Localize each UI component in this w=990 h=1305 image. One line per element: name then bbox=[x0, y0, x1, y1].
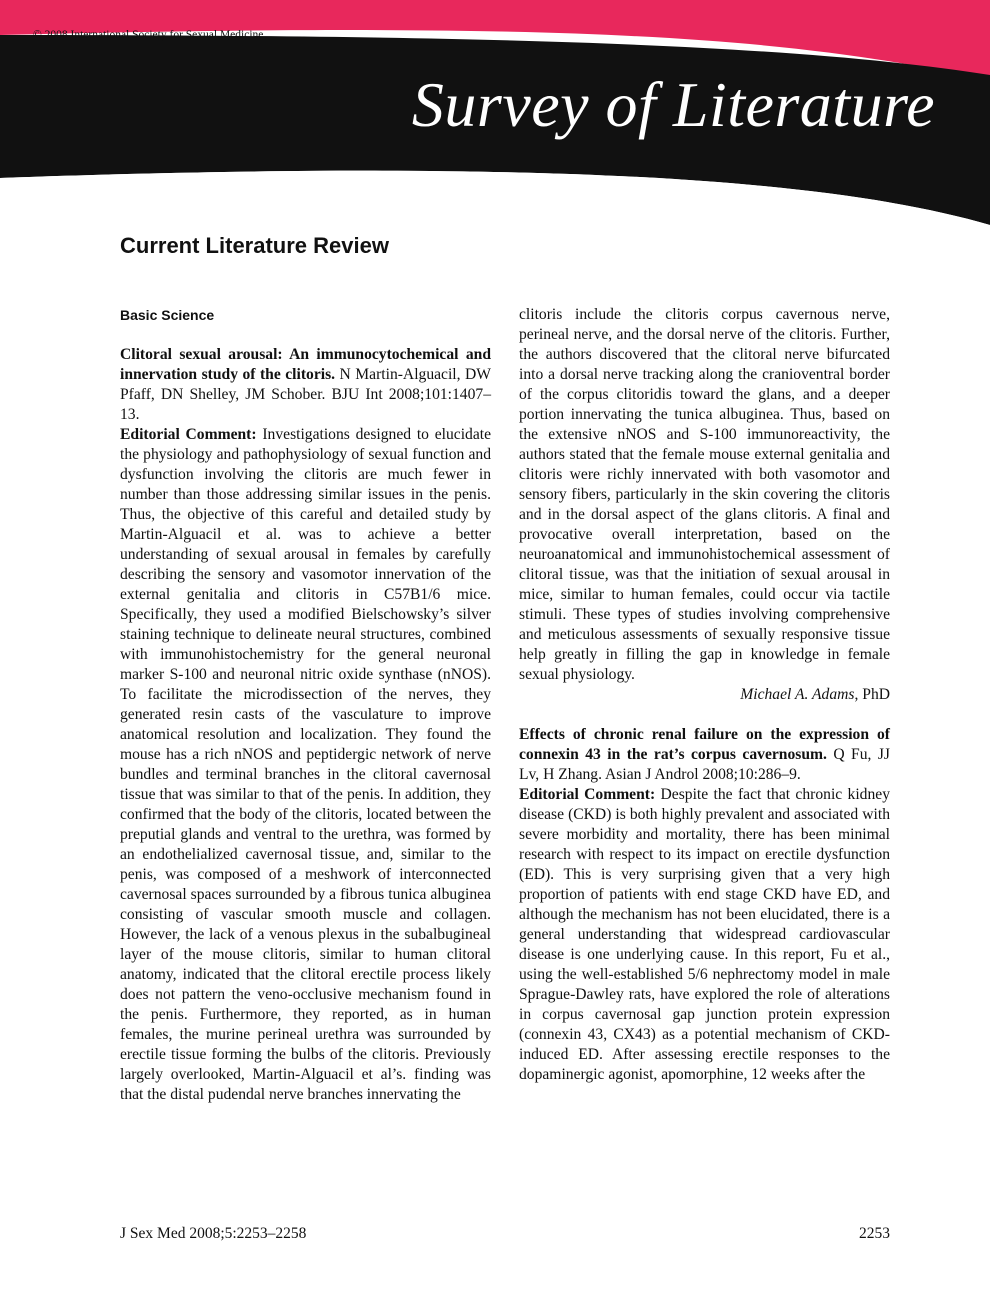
article-1-comment-continued: clitoris include the clitoris corpus cavernous nerve, perineal nerve, and the dorsal nerve of the clitoris. Further, the authors discovered that the clitoral nerve bifurcated into a dorsal nerve tracking along the cranioventral border of the corpus clitoridis toward the glans, and a deeper portion innervating the tunica albuginea. Thus, based on the extensive nNOS and S-100 immunoreactivity, the authors stated that the female mouse external genitalia and clitoris were richly innervated with both vasomotor and sensory fibers, particularly in the skin covering the clitoris and in the dorsal aspect of the glans clitoris. A final and provocative overall interpretation, based on the neuroanatomical and immunohistochemical assessment of clitoral tissue, was that the initiation of sexual arousal in mice, similar to human females, could occur via tactile stimuli. These types of studies involving comprehensive and meticulous assessments of sexually responsive tissue help greatly in filling the gap in knowledge in female sexual physiology. bbox=[519, 306, 890, 683]
article-1-title: Clitoral sexual arousal: An immunocytochemical and innervation study of the clitoris. bbox=[120, 346, 491, 383]
right-column bbox=[519, 305, 890, 1085]
article-1-citation: N Martin-Alguacil, DW Pfaff, DN Shelley, JM Schober. BJU Int 2008;101:1407–13. bbox=[120, 366, 491, 423]
header-banner bbox=[0, 0, 990, 230]
section-label: Basic Science bbox=[120, 307, 215, 323]
article-1-signature bbox=[519, 685, 890, 705]
article-2-heading bbox=[519, 725, 890, 785]
article-2-comment-text: Despite the fact that chronic kidney disease (CKD) is both highly prevalent and associated with severe morbidity and mortality, there has been minimal research with respect to its impact on erectile dysfunction (ED). This is very surprising given that a very high proportion of patients with end stage CKD have ED, and although the mechanism has not been elucidated, there is a general understanding that widespread cardiovascular disease is one underlying cause. In this report, Fu et al., using the well-established 5/6 nephrectomy model in male Sprague-Dawley rats, have explored the role of alterations in corpus cavernosal gap junction protein expression (connexin 43, CX43) as a potential mechanism of CKD-induced ED. After assessing erectile responses to the dopaminergic agonist, apomorphine, 12 weeks after the bbox=[519, 786, 890, 1083]
editorial-comment-label: Editorial Comment: bbox=[519, 786, 656, 803]
article-1-comment bbox=[120, 425, 491, 1105]
editorial-comment-label: Editorial Comment: bbox=[120, 426, 257, 443]
page-number: 2253 bbox=[859, 1225, 890, 1242]
copyright-notice: © 2008 International Society for Sexual Medicine bbox=[33, 29, 264, 41]
banner-title: Survey of Literature bbox=[411, 69, 935, 140]
left-column bbox=[120, 305, 491, 1105]
page-title: Current Literature Review bbox=[120, 233, 389, 258]
signature-name: Michael A. Adams bbox=[740, 686, 855, 703]
signature-degree: , PhD bbox=[854, 686, 890, 703]
article-2-citation: Q Fu, JJ Lv, H Zhang. Asian J Androl 2008;10:286–9. bbox=[519, 746, 890, 783]
journal-citation: J Sex Med 2008;5:2253–2258 bbox=[120, 1225, 307, 1242]
article-2-comment bbox=[519, 785, 890, 1085]
article-1-heading bbox=[120, 345, 491, 425]
article-2-title: Effects of chronic renal failure on the expression of connexin 43 in the rat’s corpus cavernosum. bbox=[519, 726, 890, 763]
article-1-comment-text: Investigations designed to elucidate the physiology and pathophysiology of sexual function and dysfunction involving the clitoris are much fewer in number than those addressing similar issues in the penis. Thus, the objective of this careful and detailed study by Martin-Alguacil et al. was to achieve a better understanding of sexual arousal in females by carefully describing the sensory and vasomotor innervation of the external genitalia and clitoris in C57B1/6 mice. Specifically, they used a modified Bielschowsky’s silver staining technique to delineate neural structures, combined with immunohistochemistry for the general neuronal marker S-100 and neuronal nitric oxide synthase (nNOS). To facilitate the microdissection of the nerves, they generated resin casts of the vasculature to improve anatomical resolution and localization. They found the mouse has a rich nNOS and peptidergic network of nerve bundles and terminal branches in the clitoral cavernosal tissue that was similar to that of the penis. In addition, they confirmed that the body of the clitoris, located between the preputial glands and ventral to the urethra, was formed by an endothelialized cavernosal tissue, and, similar to the penis, was composed of a meshwork of interconnected cavernosal spaces surrounded by a fibrous tunica albuginea consisting of vascular smooth muscle and collagen. However, the lack of a venous plexus in the subalbugineal layer of the mouse clitoris, similar to human clitoral anatomy, indicated that the clitoral erectile process likely does not pattern the veno-occlusive mechanism found in the penis. Furthermore, they reported, as in human females, the murine perineal urethra was surrounded by erectile tissue forming the bulbs of the clitoris. Previously largely overlooked, Martin-Alguacil et al’s. finding was that the distal pudendal nerve branches innervating the bbox=[120, 426, 491, 1103]
